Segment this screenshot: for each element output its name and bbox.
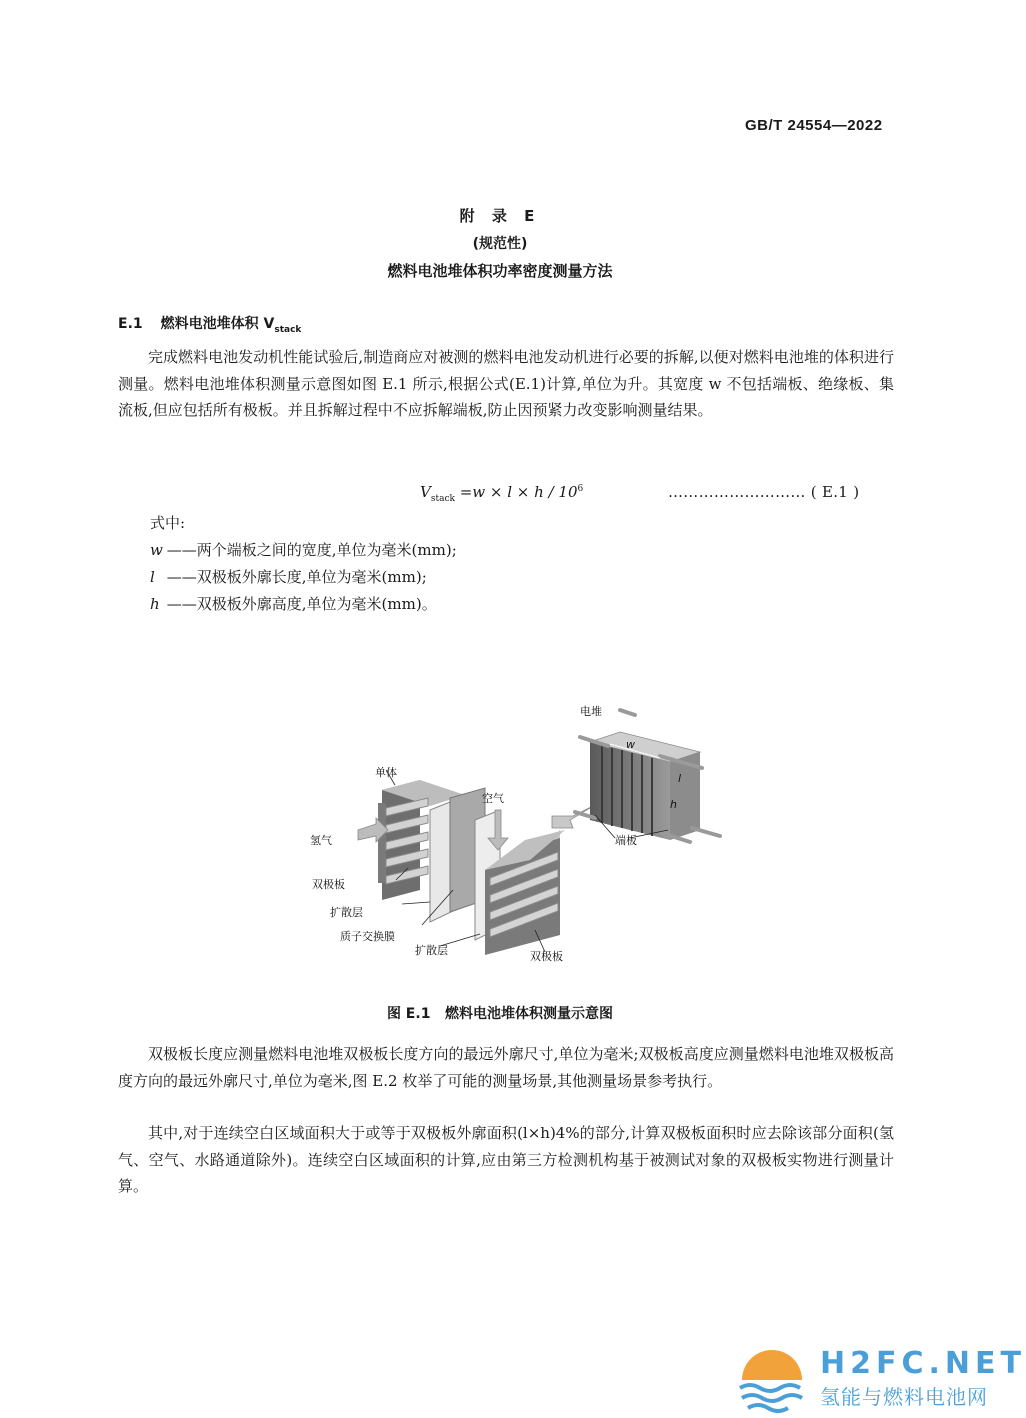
where-label: 式中: [150, 514, 186, 532]
logo-sun-icon [742, 1350, 802, 1380]
definition-list [150, 537, 457, 618]
appendix-title: 附 录 E [459, 207, 541, 225]
definition-item [150, 537, 457, 564]
label-w: w [626, 738, 635, 751]
label-air: 空气 [482, 792, 504, 805]
label-cell: 单体 [375, 766, 397, 779]
section-number: E.1 [118, 316, 143, 332]
paragraph-text: 其中,对于连续空白区域面积大于或等于双极板外廓面积(l×h)4%的部分,计算双极板面积时应去除该部分面积(氢气、空气、水路通道除外)。连续空白区域面积的计算,应由第三方检测机构基于被测试对象的双极板实物进行测量计算。 [118, 1124, 894, 1195]
formula-exponent: 6 [577, 484, 584, 494]
formula [420, 483, 583, 504]
formula-rhs: =w × l × h / 10 [459, 483, 578, 501]
formula-lhs: V [420, 483, 431, 501]
label-l: l [678, 772, 682, 785]
label-diffusion-layer-left: 扩散层 [330, 906, 363, 919]
definition-item [150, 591, 457, 618]
label-pem: 质子交换膜 [340, 930, 395, 943]
paragraph-after-1 [118, 1041, 894, 1094]
fuel-cell-stack-figure [290, 690, 730, 980]
paragraph-text: 完成燃料电池发动机性能试验后,制造商应对被测的燃料电池发动机进行必要的拆解,以便对燃料电池堆的体积进行测量。燃料电池堆体积测量示意图如图 E.1 所示,根据公式(E.1)计算,单位为升。其宽度 w 不包括端板、绝缘板、集流板,但应包括所有极板。并且拆解过程中不应拆解端板,防止因预紧力改变影响测量结果。 [118, 348, 894, 419]
label-h: h [670, 798, 677, 811]
watermark-line2: 氢能与燃料电池网 [820, 1385, 988, 1409]
fuel-cell-stack [575, 710, 720, 842]
paragraph-text: 双极板长度应测量燃料电池堆双极板长度方向的最远外廓尺寸,单位为毫米;双极板高度应测量燃料电池堆双极板高度方向的最远外廓尺寸,单位为毫米,图 E.2 枚举了可能的测量场景,其他测量场景参考执行。 [118, 1045, 894, 1090]
definition-text: ——双极板外廓长度,单位为毫米(mm); [166, 568, 427, 586]
appendix-name: 燃料电池堆体积功率密度测量方法 [387, 262, 613, 280]
paragraph-after-2 [118, 1120, 894, 1200]
section-title: 燃料电池堆体积 V [160, 316, 275, 332]
definition-text: ——双极板外廓高度,单位为毫米(mm)。 [166, 595, 437, 613]
label-stack: 电堆 [580, 705, 602, 718]
standard-number: GB/T 24554—2022 [745, 117, 883, 134]
appendix-nature: (规范性) [472, 236, 528, 252]
definition-text: ——两个端板之间的宽度,单位为毫米(mm); [166, 541, 457, 559]
equation-number: ……………………… ( E.1 ) [668, 483, 860, 501]
section-heading [118, 313, 301, 335]
section-paragraph [118, 344, 894, 424]
label-diffusion-layer-right: 扩散层 [415, 944, 448, 957]
label-hydrogen: 氢气 [310, 834, 332, 847]
definition-symbol: h [150, 595, 160, 613]
definition-item [150, 564, 457, 591]
label-bipolar-plate-left: 双极板 [312, 878, 345, 891]
label-end-plate: 端板 [615, 834, 637, 847]
figure-caption: 图 E.1 燃料电池堆体积测量示意图 [386, 1006, 614, 1022]
formula-lhs-subscript: stack [430, 494, 455, 504]
definition-symbol: l [150, 568, 155, 586]
section-title-subscript: stack [274, 324, 302, 335]
definition-symbol: w [150, 541, 163, 559]
watermark-line1: H2FC.NET [820, 1346, 1026, 1381]
label-bipolar-plate-right: 双极板 [530, 950, 563, 963]
